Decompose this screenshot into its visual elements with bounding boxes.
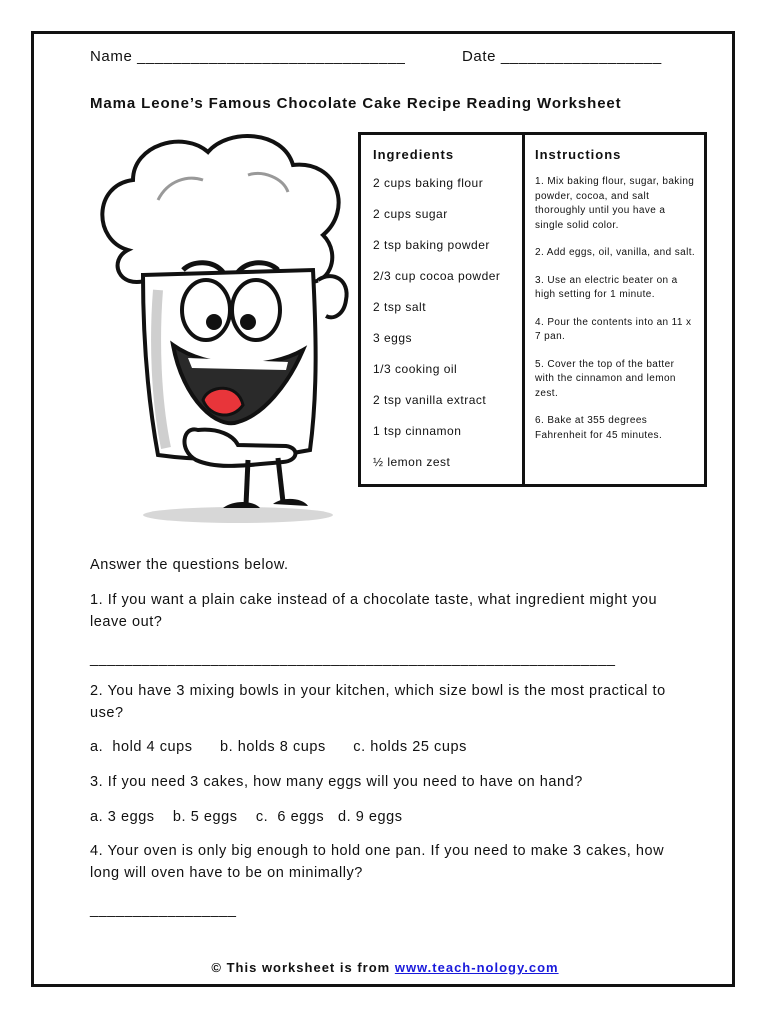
instruction-step: 3. Use an electric beater on a high setting for 1 minute. xyxy=(535,274,678,300)
ingredient-item: 2/3 cup cocoa powder xyxy=(373,269,501,283)
ingredient-item: 2 tsp baking powder xyxy=(373,238,490,252)
name-field-line[interactable]: Name ______________________________ xyxy=(90,48,406,65)
ingredient-item: 2 tsp salt xyxy=(373,300,427,314)
instruction-step: 2. Add eggs, oil, vanilla, and salt. xyxy=(535,247,696,258)
instruction-step: 6. Bake at 355 degrees Fahrenheit for 45 minutes. xyxy=(535,415,663,441)
footer-prefix: © This worksheet is from xyxy=(211,960,395,975)
date-field-line[interactable]: Date __________________ xyxy=(462,48,662,65)
footer-credit xyxy=(0,960,770,975)
footer-link[interactable]: www.teach-nology.com xyxy=(394,960,559,975)
recipe-table xyxy=(358,132,707,487)
questions-intro: Answer the questions below. xyxy=(90,557,289,573)
ingredient-item: 1 tsp cinnamon xyxy=(373,424,462,438)
question-2-options: a. hold 4 cups b. holds 8 cups c. holds 25 cups xyxy=(90,739,467,755)
ingredient-item: 3 eggs xyxy=(373,331,413,345)
ingredient-item: 2 tsp vanilla extract xyxy=(373,393,487,407)
worksheet-title: Mama Leone’s Famous Chocolate Cake Recipe Reading Worksheet xyxy=(90,95,622,112)
question-1-answer-line[interactable]: _____________________________________________________________ xyxy=(90,651,616,667)
ingredients-heading: Ingredients xyxy=(373,147,455,162)
question-3: 3. If you need 3 cakes, how many eggs will you need to have on hand? xyxy=(90,774,583,790)
instruction-step: 5. Cover the top of the batter with the cinnamon and lemon zest. xyxy=(535,358,676,399)
instruction-step: 1. Mix baking flour, sugar, baking powder, cocoa, and salt thoroughly until you have a single solid color. xyxy=(535,176,695,231)
instructions-column xyxy=(525,135,704,484)
instruction-step: 4. Pour the contents into an 11 x 7 pan. xyxy=(535,316,692,342)
ingredients-column xyxy=(361,135,525,484)
chef-hat-character-icon xyxy=(88,130,353,525)
ingredient-item: 2 cups baking flour xyxy=(373,176,484,190)
ingredient-item: ½ lemon zest xyxy=(373,455,451,469)
question-4-answer-line[interactable]: _________________ xyxy=(90,902,237,918)
ingredient-item: 2 cups sugar xyxy=(373,207,448,221)
question-2: 2. You have 3 mixing bowls in your kitchen, which size bowl is the most practical to use? xyxy=(90,683,666,721)
question-1: 1. If you want a plain cake instead of a chocolate taste, what ingredient might you leave out? xyxy=(90,592,658,630)
question-3-options: a. 3 eggs b. 5 eggs c. 6 eggs d. 9 eggs xyxy=(90,809,403,825)
question-4: 4. Your oven is only big enough to hold one pan. If you need to make 3 cakes, how long will oven have to be on minimally? xyxy=(90,843,665,881)
ingredient-item: 1/3 cooking oil xyxy=(373,362,458,376)
instructions-heading: Instructions xyxy=(535,147,622,162)
